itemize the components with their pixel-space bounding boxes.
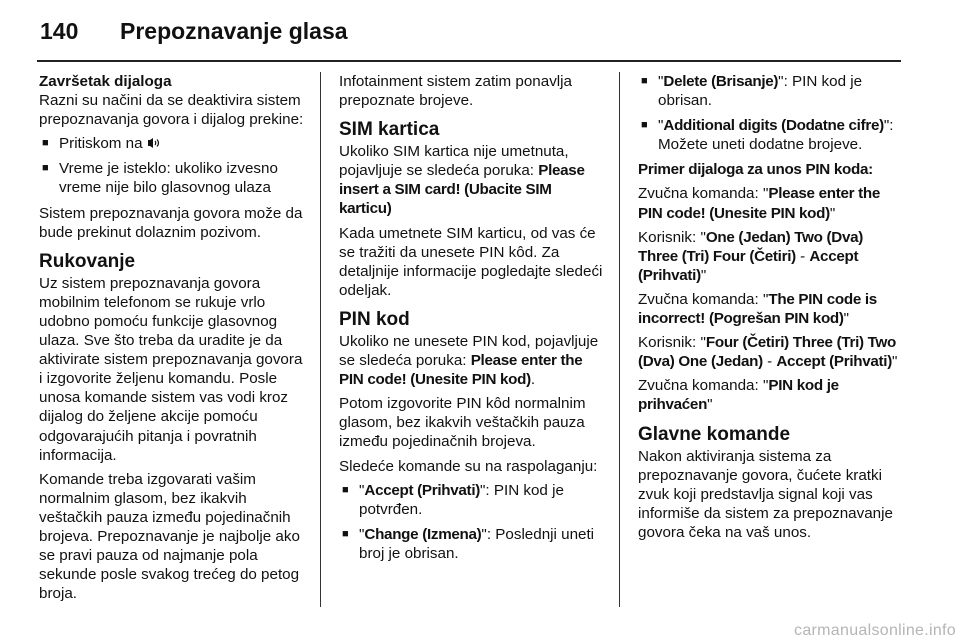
- dialog-line-2: [638, 228, 904, 285]
- quote: ": [359, 525, 365, 543]
- speaker-label: Zvučna komanda:: [638, 290, 763, 308]
- speaker-label: Zvučna komanda:: [638, 185, 763, 203]
- heading-sim-kartica: SIM kartica: [339, 119, 440, 141]
- pin-paragraph-2: Potom izgovorite PIN kôd normalnim glasom, bez ikakvih veštačkih pauza između pojedinačnih brojeva.: [339, 395, 586, 451]
- quote: ": [762, 185, 769, 203]
- dialog-line-5: [638, 376, 904, 414]
- column-1: [39, 72, 305, 608]
- watermark: carmanualsonline.info: [794, 622, 956, 639]
- heading-glavne-komande: Glavne komande: [638, 423, 791, 445]
- quote: ": [707, 396, 713, 414]
- dash: -: [795, 247, 810, 265]
- bullet-timeout: ■ Vreme je isteklo: ukoliko izvesno vreme nije bilo glasovnog ulaza: [39, 159, 305, 197]
- example-heading: Primer dijaloga za unos PIN koda:: [638, 161, 873, 179]
- interrupt-paragraph: Sistem prepoznavanja govora može da bude prekinut dolaznim pozivom.: [39, 204, 303, 241]
- command-accept: [339, 481, 605, 519]
- command-delete: [638, 72, 904, 110]
- dialog-text: Accept (Prihvati): [776, 353, 892, 371]
- glavne-paragraph: Nakon aktiviranja sistema za prepoznavanje govora, čućete kratki zvuk koji predstavlja signal koji vas informiše da sistem za prepoznavanje govora čeka na vaš unos.: [638, 447, 893, 541]
- speaker-label: Zvučna komanda:: [638, 377, 763, 395]
- quote: ": [700, 266, 707, 284]
- command-accept-label: Accept (Prihvati): [364, 481, 480, 499]
- quote: ": [658, 117, 664, 135]
- pin-text: Ukoliko ne unesete PIN kod, pojavljuje se sledeća poruka:: [339, 332, 599, 370]
- quote: ": [883, 117, 890, 135]
- quote: ": [658, 73, 664, 90]
- dash: -: [762, 353, 777, 371]
- sim-message: Please insert a SIM card! (Ubacite SIM karticu): [339, 162, 585, 218]
- bullet-text: Pritiskom na: [59, 135, 143, 153]
- command-accept-text: : PIN kod je potvrđen.: [359, 481, 564, 518]
- dialog-line-4: [638, 333, 904, 371]
- speaker-label: Korisnik:: [638, 228, 701, 246]
- heading-rukovanje: Rukovanje: [39, 250, 136, 272]
- pin-message: Please enter the PIN code! (Unesite PIN kod): [339, 352, 583, 389]
- quote: ": [480, 481, 486, 499]
- quote: ": [778, 73, 784, 90]
- column-3: [638, 72, 904, 547]
- dialog-text: Accept (Prihvati): [638, 247, 859, 284]
- bullet-press-button: [39, 134, 305, 153]
- pin-paragraph-3: Sledeće komande su na raspolaganju:: [339, 457, 598, 475]
- command-change-text: : Poslednji uneti broj je obrisan.: [359, 525, 595, 562]
- intro-paragraph: Razni su načini da se deaktivira sistem prepoznavanja govora i dijalog prekine:: [39, 92, 304, 129]
- command-change-label: Change (Izmena): [364, 525, 482, 543]
- command-additional-label: Additional digits (Dodatne cifre): [663, 117, 884, 135]
- quote: ": [843, 310, 850, 328]
- sim-paragraph-2: Kada umetnete SIM karticu, od vas će se tražiti da unesete PIN kôd. Za detaljnije informacije pogledajte sledeći odeljak.: [339, 224, 603, 299]
- sim-text: Ukoliko SIM kartica nije umetnuta, pojavljuje se sledeća poruka:: [339, 143, 569, 180]
- command-change: [339, 525, 605, 563]
- command-delete-text: : PIN kod je obrisan.: [658, 73, 863, 110]
- quote: ": [829, 204, 836, 222]
- column-divider-2: [619, 72, 620, 607]
- quote: ": [762, 290, 769, 308]
- command-delete-label: Delete (Brisanje): [663, 73, 779, 90]
- dialog-line-1: [638, 184, 904, 222]
- quote: ": [359, 481, 365, 499]
- chapter-title: Prepoznavanje glasa: [120, 18, 348, 44]
- sim-paragraph-1: [339, 142, 605, 218]
- voice-button-icon: [147, 137, 161, 149]
- command-additional-text: : Možete uneti dodatne brojeve.: [658, 117, 894, 154]
- column-2: [339, 72, 605, 569]
- dialog-text: One (Jedan) Two (Dva) Three (Tri) Four (Četiri): [638, 228, 863, 265]
- pin-period: .: [530, 371, 536, 389]
- quote: ": [762, 377, 769, 395]
- dialog-text: The PIN code is incorrect! (Pogrešan PIN kod): [638, 290, 877, 328]
- rukovanje-paragraph-1: Uz sistem prepoznavanja govora mobilnim telefonom se rukuje vrlo udobno pomoću funkcije glasovnog ulaza. Sve što treba da uradite je da aktivirate sistem prepoznavanja govora i izgovorite željenu komandu. Posle unosa komande sistem vas vodi kroz dijalog do željene akcije pomoću odgovarajućih pitanja i povratnih informacija.: [39, 274, 303, 464]
- header-rule: [37, 60, 901, 62]
- dialog-text: Four (Četiri) Three (Tri) Two (Dva) One (Jedan): [638, 334, 897, 371]
- quote: ": [700, 334, 706, 352]
- quote: ": [700, 228, 706, 246]
- page-number: 140: [40, 18, 79, 44]
- quote: ": [481, 525, 487, 543]
- dialog-text: Please enter the PIN code! (Unesite PIN kod): [638, 185, 881, 222]
- dialog-line-3: [638, 290, 904, 328]
- quote: ": [891, 353, 898, 371]
- command-additional-digits: [638, 116, 904, 154]
- speaker-label: Korisnik:: [638, 334, 701, 352]
- heading-pin-kod: PIN kod: [339, 308, 410, 330]
- repeat-paragraph: Infotainment sistem zatim ponavlja prepoznate brojeve.: [339, 73, 572, 110]
- pin-paragraph-1: [339, 332, 605, 389]
- dialog-text: PIN kod je prihvaćen: [638, 377, 839, 414]
- sub-heading-zavrsetak: Završetak dijaloga: [39, 73, 172, 90]
- rukovanje-paragraph-2: Komande treba izgovarati vašim normalnim glasom, bez ikakvih veštačkih pauza između pojedinačnih brojeva. Prepoznavanje je najbolje ako se pravi pauza od najmanje pola sekunde posle svakog trećeg do petog broja.: [39, 470, 300, 603]
- column-divider-1: [320, 72, 321, 607]
